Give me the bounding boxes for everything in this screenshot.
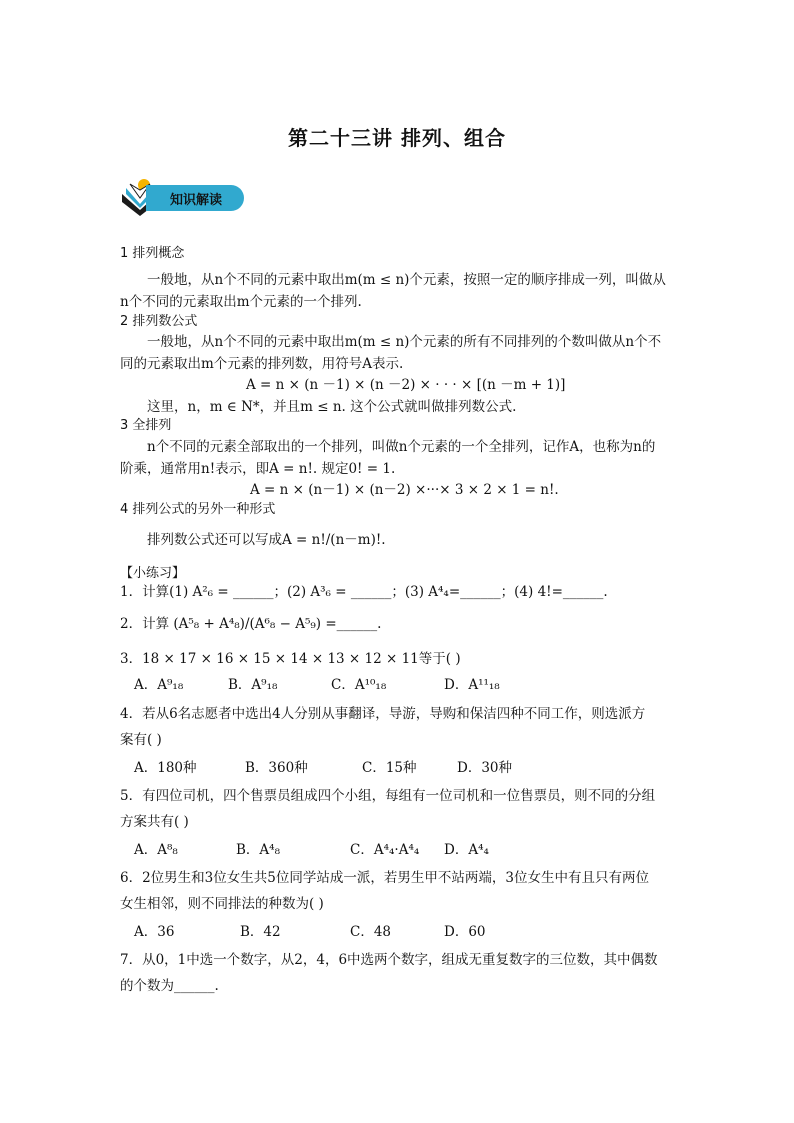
- question-3-option-c: C．A¹⁰₁₈: [331, 677, 387, 693]
- section-1-text-1: 一般地，从n个不同的元素中取出m(m ≤ n)个元素，按照一定的顺序排成一列，叫做从: [147, 272, 666, 288]
- section-3-text-1: n个不同的元素全部取出的一个排列，叫做n个元素的一个全排列，记作A，也称为n的: [147, 439, 656, 455]
- section-1-text-2: n个不同的元素取出m个元素的一个排列.: [120, 294, 362, 310]
- question-5-option-b: B．A⁴₈: [236, 842, 280, 858]
- section-2-text-2: 同的元素取出m个元素的排列数，用符号A表示.: [120, 356, 404, 372]
- section-3-heading: 3 全排列: [120, 418, 172, 433]
- section-4-text-1: 排列数公式还可以写成A = n!/(n－m)!.: [147, 532, 386, 548]
- question-5-stem-2: 方案共有( ): [120, 814, 189, 830]
- question-4-stem-1: 4．若从6名志愿者中选出4人分别从事翻译，导游，导购和保洁四种不同工作，则选派方: [120, 706, 646, 722]
- section-4-heading: 4 排列公式的另外一种形式: [120, 502, 276, 517]
- section-2-heading: 2 排列数公式: [120, 314, 198, 329]
- question-6-option-a: A．36: [134, 924, 175, 940]
- question-1: 1．计算(1) A²₆ = ______；(2) A³₆ = ______；(3) A⁴₄=______；(4) 4!=______.: [120, 584, 608, 600]
- section-2-text-1: 一般地，从n个不同的元素中取出m(m ≤ n)个元素的所有不同排列的个数叫做从n个不: [147, 334, 662, 350]
- question-3-stem: 3．18 × 17 × 16 × 15 × 14 × 13 × 12 × 11等于( ): [120, 651, 461, 667]
- question-2: 2．计算 (A⁵₈ + A⁴₈)/(A⁶₈ − A⁵₉) =______.: [120, 616, 382, 632]
- practice-heading: 【小练习】: [120, 566, 186, 581]
- section-1-heading: 1 排列概念: [120, 246, 185, 261]
- question-5-option-d: D．A⁴₄: [444, 842, 489, 858]
- question-6-option-d: D．60: [444, 924, 486, 940]
- section-3-text-2: 阶乘，通常用n!表示，即A = n!. 规定0! = 1.: [120, 461, 396, 477]
- knowledge-badge: [118, 176, 248, 216]
- badge-label: 知识解读: [170, 193, 223, 208]
- question-3-option-b: B．A⁹₁₈: [228, 677, 278, 693]
- question-5-option-a: A．A⁸₈: [134, 842, 178, 858]
- question-3-option-d: D．A¹¹₁₈: [444, 677, 500, 693]
- question-6-stem-1: 6．2位男生和3位女生共5位同学站成一派，若男生甲不站两端，3位女生中有且只有两位: [120, 870, 649, 886]
- question-6-stem-2: 女生相邻，则不同排法的种数为( ): [120, 896, 324, 912]
- section-3-formula: A = n × (n－1) × (n－2) ×···× 3 × 2 × 1 = n!.: [250, 482, 559, 498]
- page-title: 第二十三讲 排列、组合: [288, 126, 506, 150]
- question-7-stem-1: 7．从0，1中选一个数字，从2，4，6中选两个数字，组成无重复数字的三位数，其中偶数: [120, 952, 658, 968]
- question-3-option-a: A．A⁹₁₈: [134, 677, 184, 693]
- question-6-option-b: B．42: [240, 924, 281, 940]
- question-6-option-c: C．48: [350, 924, 392, 940]
- section-2-text-3: 这里，n，m ∈ N*，并且m ≤ n. 这个公式就叫做排列数公式.: [147, 399, 517, 415]
- section-2-formula: A = n × (n －1) × (n －2) × · · · × [(n －m + 1)]: [246, 377, 566, 393]
- question-4-stem-2: 案有( ): [120, 732, 162, 748]
- question-4-option-a: A．180种: [134, 760, 197, 776]
- question-7-stem-2: 的个数为______.: [120, 978, 219, 994]
- question-4-option-c: C．15种: [362, 760, 417, 776]
- question-4-option-d: D．30种: [457, 760, 513, 776]
- question-4-option-b: B．360种: [245, 760, 308, 776]
- question-5-stem-1: 5．有四位司机，四个售票员组成四个小组，每组有一位司机和一位售票员，则不同的分组: [120, 788, 656, 804]
- question-5-option-c: C．A⁴₄·A⁴₄: [350, 842, 420, 858]
